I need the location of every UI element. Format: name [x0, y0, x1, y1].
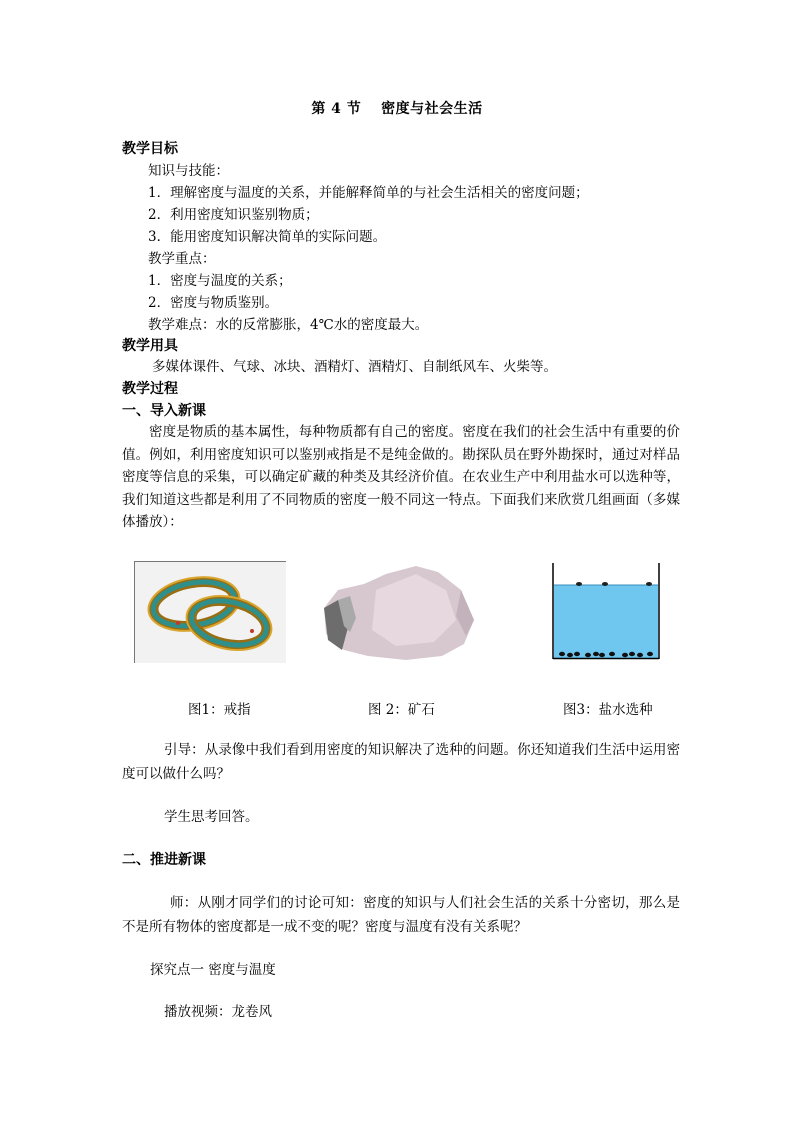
goal-item-1: 1．理解密度与温度的关系，并能解释简单的与社会生活相关的密度问题；	[148, 185, 589, 201]
teaching-tools-text: 多媒体课件、气球、冰块、酒精灯、酒精灯、自制纸风车、火柴等。	[152, 359, 557, 375]
key-item-2: 2．密度与物质鉴别。	[148, 295, 279, 311]
ring-image	[134, 561, 286, 663]
teaching-process-heading: 教学过程	[122, 381, 178, 397]
difficulty-text: 教学难点：水的反常膨胀，4℃水的密度最大。	[148, 317, 429, 333]
caption-ring: 图1：戒指	[188, 702, 251, 718]
intro-paragraph: 密度是物质的基本属性，每种物质都有自己的密度。密度在我们的社会生活中有重要的价值。例如，利用密度知识可以鉴别戒指是不是纯金做的。勘探队员在野外勘探时，通过对样品密度等信息的采集，可以确定矿藏的种类及其经济价值。在农业生产中利用盐水可以选种等，我们知道这些都是利用了不同物质的密度一般不同这一特点。下面我们来欣赏几组画面（多媒体播放）：	[122, 424, 680, 530]
section-1-heading: 一、导入新课	[122, 403, 206, 419]
section-2-heading: 二、推进新课	[122, 852, 206, 868]
key-item-1: 1．密度与温度的关系；	[148, 273, 292, 289]
caption-salt-water: 图3：盐水选种	[563, 702, 653, 718]
page-title: 第 4 节 密度与社会生活	[311, 101, 483, 117]
video-text: 播放视频：龙卷风	[164, 1004, 272, 1020]
goal-item-2: 2．利用密度知识鉴别物质；	[148, 207, 319, 223]
caption-ore: 图 2：矿石	[368, 702, 435, 718]
guide-paragraph: 引导：从录像中我们看到用密度的知识解决了选种的问题。你还知道我们生活中运用密度可以做什么吗？	[122, 742, 680, 782]
knowledge-skills-label: 知识与技能：	[148, 163, 229, 179]
teacher-paragraph: 师：从刚才同学们的讨论可知：密度的知识与人们社会生活的关系十分密切，那么是不是所有物体的密度都是一成不变的呢？密度与温度有没有关系呢？	[122, 895, 680, 935]
teaching-tools-heading: 教学用具	[122, 338, 178, 354]
goal-item-3: 3．能用密度知识解决简单的实际问题。	[148, 229, 387, 245]
ore-image	[316, 560, 480, 664]
student-answer: 学生思考回答。	[164, 809, 259, 825]
salt-water-image	[552, 563, 660, 660]
key-points-label: 教学重点：	[148, 251, 216, 267]
explore-point-1: 探究点一 密度与温度	[150, 962, 276, 978]
teaching-goals-heading: 教学目标	[122, 141, 178, 157]
